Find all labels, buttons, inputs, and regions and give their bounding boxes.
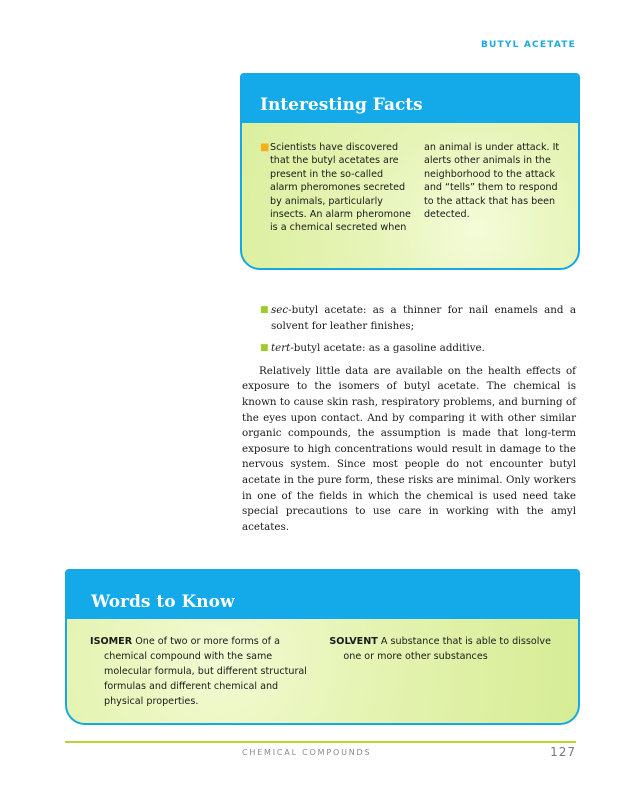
list-item — [242, 341, 576, 357]
bullet-text: -butyl acetate: as a gasoline additive. — [290, 342, 485, 355]
list-item — [242, 303, 576, 334]
words-to-know-body — [90, 634, 568, 709]
bullet-icon: ■ — [260, 305, 269, 315]
facts-column-2 — [424, 141, 564, 235]
facts-text-1: Scientists have discovered that the butyl acetates are present in the so-called alarm pheromones secreted by animals, particularly insects. An alarm pheromone is a chemical secreted when — [270, 142, 411, 234]
interesting-facts-header — [242, 75, 578, 123]
glossary-definition: A substance that is able to dissolve one or more other substances — [343, 636, 551, 662]
main-text — [242, 303, 576, 535]
glossary-entry — [90, 634, 317, 709]
interesting-facts-box — [240, 73, 580, 270]
bullet-prefix: sec — [271, 304, 289, 316]
bullet-icon: ■ — [260, 343, 269, 354]
glossary-term: SOLVENT — [329, 636, 378, 647]
facts-column-1 — [260, 141, 412, 235]
bullet-text: -butyl acetate: as a thinner for nail enamels and a solvent for leather finishes; — [271, 304, 576, 332]
glossary-entry — [329, 634, 568, 709]
words-to-know-header — [67, 571, 578, 619]
page-number: 127 — [550, 745, 576, 759]
bullet-icon: ■ — [260, 142, 270, 153]
words-to-know-title: Words to Know — [91, 592, 235, 612]
words-to-know-box — [65, 569, 580, 725]
footer-book-title: CHEMICAL COMPOUNDS — [242, 748, 372, 757]
interesting-facts-body — [260, 141, 564, 235]
facts-text-2: an animal is under attack. It alerts other animals in the neighborhood to the attack and “tells” them to respond to the attack that has been detected. — [423, 142, 560, 221]
body-paragraph: Relatively little data are available on the health effects of exposure to the isomers of butyl acetate. The chemical is known to cause skin rash, respiratory problems, and burning of the eyes upon contact. And by comparing it with other similar organic compounds, the assumption is made that long-term exposure to high concentrations would result in damage to the nervous system. Since most people do not encounter butyl acetate in the pure form, these risks are minimal. Only workers in one of the fields in which the chemical is used need take special precautions to use care in working with the amyl acetates. — [242, 364, 576, 533]
running-head: BUTYL ACETATE — [480, 40, 576, 50]
glossary-term: ISOMER — [90, 636, 133, 647]
interesting-facts-title: Interesting Facts — [260, 95, 423, 115]
glossary-definition: One of two or more forms of a chemical compound with the same molecular formula, but different structural formulas and different chemical and physical properties. — [104, 636, 307, 707]
bullet-prefix: tert — [271, 342, 291, 355]
footer-rule — [65, 741, 576, 743]
